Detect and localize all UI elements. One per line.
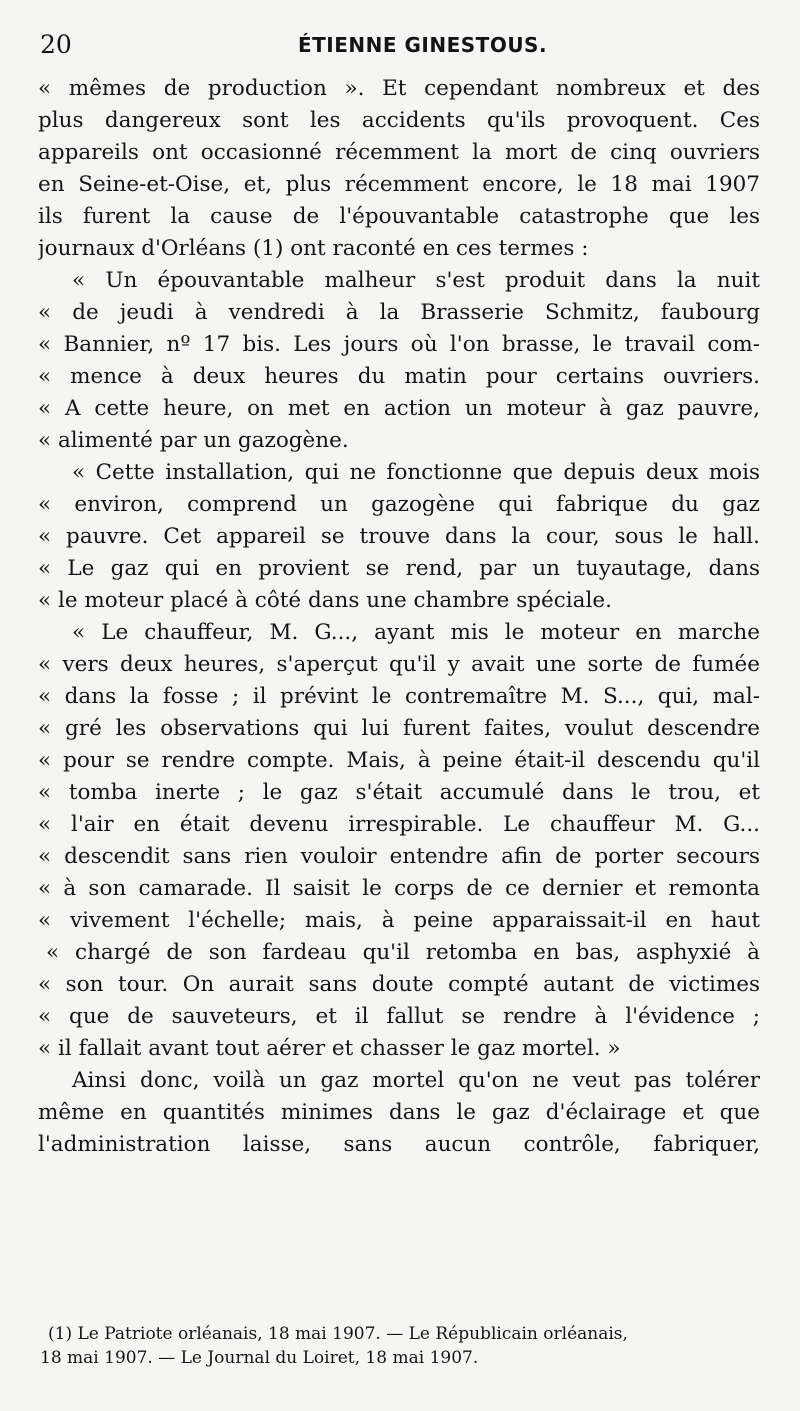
text-line: « environ, comprend un gazogène qui fabrique du gaz (38, 492, 760, 517)
text-line: « chargé de son fardeau qu'il retomba en bas, asphyxié à (46, 940, 760, 965)
text-line: « A cette heure, on met en action un moteur à gaz pauvre, (38, 396, 760, 421)
page-header (40, 30, 760, 70)
text-line: « dans la fosse ; il prévint le contremaître M. S..., qui, mal- (38, 684, 760, 709)
text-line: Ainsi donc, voilà un gaz mortel qu'on ne veut pas tolérer (72, 1068, 760, 1093)
text-line: même en quantités minimes dans le gaz d'éclairage et que (38, 1100, 760, 1125)
text-line: « l'air en était devenu irrespirable. Le chauffeur M. G... (38, 812, 760, 837)
text-line: « pour se rendre compte. Mais, à peine était-il descendu qu'il (38, 748, 760, 773)
text-line: journaux d'Orléans (1) ont raconté en ces termes : (38, 236, 589, 261)
text-line: « de jeudi à vendredi à la Brasserie Schmitz, faubourg (38, 300, 760, 325)
text-line: « mêmes de production ». Et cependant nombreux et des (38, 76, 760, 101)
text-line: « descendit sans rien vouloir entendre afin de porter secours (38, 844, 760, 869)
text-line: « alimenté par un gazogène. (38, 428, 349, 453)
body-text (38, 73, 760, 1161)
text-line: « le moteur placé à côté dans une chambre spéciale. (38, 588, 612, 613)
text-line: « pauvre. Cet appareil se trouve dans la cour, sous le hall. (38, 524, 760, 549)
text-line: « Cette installation, qui ne fonctionne que depuis deux mois (72, 460, 760, 485)
text-line: « à son camarade. Il saisit le corps de ce dernier et remonta (38, 876, 760, 901)
text-line: « tomba inerte ; le gaz s'était accumulé dans le trou, et (38, 780, 760, 805)
page-number: 20 (40, 30, 72, 59)
footnotes (40, 1322, 758, 1370)
text-line: « vers deux heures, s'aperçut qu'il y avait une sorte de fumée (38, 652, 760, 677)
text-line: « il fallait avant tout aérer et chasser le gaz mortel. » (38, 1036, 621, 1061)
text-line: « Bannier, nº 17 bis. Les jours où l'on brasse, le travail com- (38, 332, 760, 357)
footnote-line: (1) Le Patriote orléanais, 18 mai 1907. — Le Républicain orléanais, (48, 1324, 628, 1344)
text-line: « Le gaz qui en provient se rend, par un tuyautage, dans (38, 556, 760, 581)
running-head: ÉTIENNE GINESTOUS. (298, 33, 548, 57)
text-line: « vivement l'échelle; mais, à peine apparaissait-il en haut (38, 908, 760, 933)
text-line: « gré les observations qui lui furent faites, voulut descendre (38, 716, 760, 741)
text-line: en Seine-et-Oise, et, plus récemment encore, le 18 mai 1907 (38, 172, 760, 197)
text-line: ils furent la cause de l'épouvantable catastrophe que les (38, 204, 760, 229)
footnote-line: 18 mai 1907. — Le Journal du Loiret, 18 mai 1907. (40, 1348, 479, 1368)
text-line: « que de sauveteurs, et il fallut se rendre à l'évidence ; (38, 1004, 760, 1029)
text-line: « Le chauffeur, M. G..., ayant mis le moteur en marche (72, 620, 760, 645)
text-line: « mence à deux heures du matin pour certains ouvriers. (38, 364, 760, 389)
text-line: « Un épouvantable malheur s'est produit dans la nuit (72, 268, 760, 293)
text-line: l'administration laisse, sans aucun contrôle, fabriquer, (38, 1132, 760, 1157)
text-line: plus dangereux sont les accidents qu'ils provoquent. Ces (38, 108, 760, 133)
text-line: « son tour. On aurait sans doute compté autant de victimes (38, 972, 760, 997)
text-line: appareils ont occasionné récemment la mort de cinq ouvriers (38, 140, 760, 165)
